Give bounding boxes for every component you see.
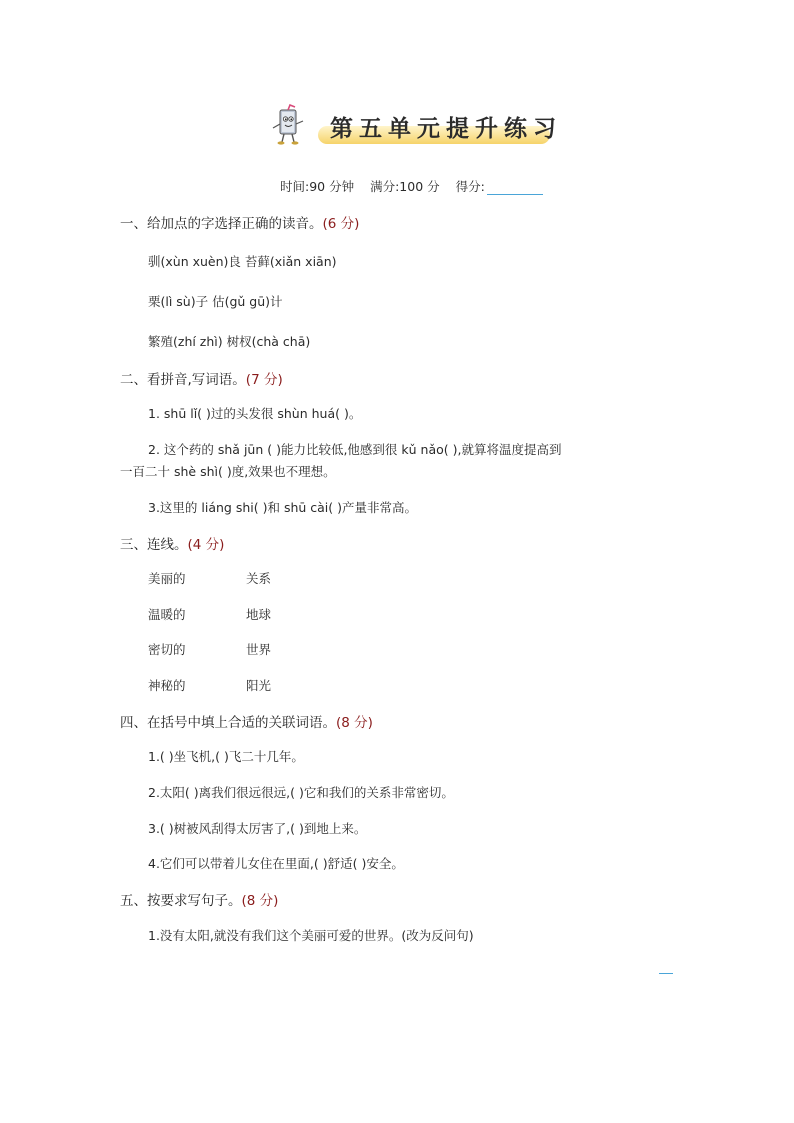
section-5-heading: 五、按要求写句子。(8 分) <box>120 893 279 909</box>
score-field[interactable] <box>487 180 543 195</box>
q2-item-1[interactable]: 1. shū lǐ( )过的头发很 shùn huá( )。 <box>148 406 362 421</box>
full-score: 满分:100 分 <box>370 179 440 194</box>
section-3-heading: 三、连线。(4 分) <box>120 537 225 553</box>
match-left-4[interactable]: 神秘的 <box>148 678 186 693</box>
exam-meta <box>280 177 555 195</box>
q2-item-2a[interactable]: 2. 这个药的 shǎ jūn ( )能力比较低,他感到很 kǔ nǎo( ),就算将温度提高到 <box>148 442 562 457</box>
answer-line[interactable] <box>659 973 673 974</box>
q4-item-3[interactable]: 3.( )树被风刮得太厉害了,( )到地上来。 <box>148 821 367 836</box>
match-left-1[interactable]: 美丽的 <box>148 571 186 586</box>
match-right-1[interactable]: 关系 <box>246 571 272 586</box>
q2-item-2b[interactable]: 一百二十 shè shì( )度,效果也不理想。 <box>120 464 336 479</box>
page-title: 第五单元提升练习 <box>330 115 562 142</box>
q4-item-1[interactable]: 1.( )坐飞机,( )飞二十几年。 <box>148 749 304 764</box>
match-left-3[interactable]: 密切的 <box>148 642 186 657</box>
q2-item-3[interactable]: 3.这里的 liáng shi( )和 shū cài( )产量非常高。 <box>148 500 418 515</box>
match-left-2[interactable]: 温暖的 <box>148 607 186 622</box>
section-1-heading: 一、给加点的字选择正确的读音。(6 分) <box>120 216 360 232</box>
book-mascot-icon <box>268 104 308 148</box>
q5-item-1[interactable]: 1.没有太阳,就没有我们这个美丽可爱的世界。(改为反问句) <box>148 928 474 943</box>
section-2-heading: 二、看拼音,写词语。(7 分) <box>120 372 283 388</box>
match-right-4[interactable]: 阳光 <box>246 678 272 693</box>
q4-item-2[interactable]: 2.太阳( )离我们很远很远,( )它和我们的关系非常密切。 <box>148 785 454 800</box>
q1-item-2[interactable]: 栗(lì sù)子 估(gǔ gū)计 <box>148 294 283 309</box>
q1-item-3[interactable]: 繁殖(zhí zhì) 树杈(chà chā) <box>148 334 311 349</box>
q1-item-1[interactable]: 驯(xùn xuèn)良 苔藓(xiǎn xiān) <box>148 254 337 269</box>
q4-item-4[interactable]: 4.它们可以带着儿女住在里面,( )舒适( )安全。 <box>148 856 404 871</box>
match-right-2[interactable]: 地球 <box>246 607 272 622</box>
time-limit: 时间:90 分钟 <box>280 179 355 194</box>
score-label: 得分: <box>455 179 485 194</box>
section-4-heading: 四、在括号中填上合适的关联词语。(8 分) <box>120 715 373 731</box>
match-right-3[interactable]: 世界 <box>246 642 272 657</box>
title-banner <box>268 104 562 154</box>
